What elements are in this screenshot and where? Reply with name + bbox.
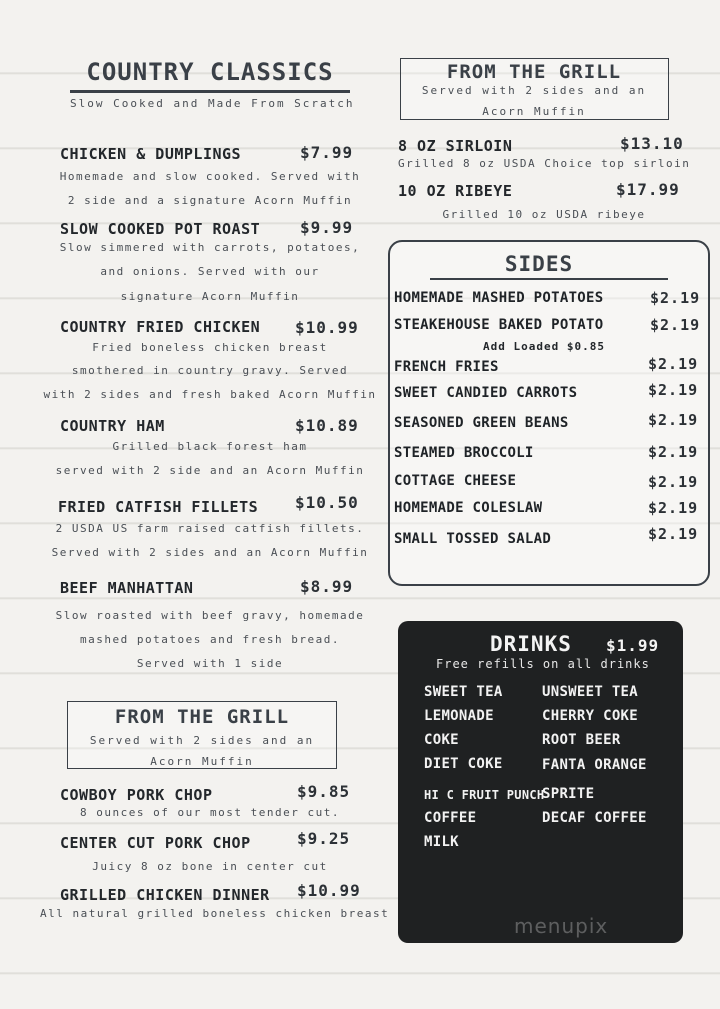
- side-item-price: $2.19: [648, 525, 699, 543]
- drinks-price: $1.99: [606, 636, 660, 655]
- side-item-price: $2.19: [650, 316, 701, 334]
- menu-item-name: CHICKEN & DUMPLINGS: [60, 145, 242, 163]
- drink-item: ROOT BEER: [542, 732, 621, 748]
- menu-item-price: $7.99: [300, 143, 354, 162]
- menu-item-name: 10 OZ RIBEYE: [398, 182, 513, 200]
- menu-item-price: $9.99: [300, 218, 354, 237]
- menu-item-desc: 2 USDA US farm raised catfish fillets.: [55, 522, 365, 535]
- menu-item-desc: Fried boneless chicken breast: [92, 341, 328, 354]
- side-item-price: $2.19: [648, 443, 699, 461]
- drink-item: UNSWEET TEA: [542, 684, 639, 700]
- drink-item: MILK: [424, 834, 459, 850]
- drink-item: COFFEE: [424, 810, 477, 826]
- drink-item: HI C FRUIT PUNCH: [424, 788, 545, 802]
- menu-item-name: FRIED CATFISH FILLETS: [58, 498, 259, 516]
- menu-item-desc: and onions. Served with our: [100, 265, 320, 278]
- menu-item-desc: Grilled 10 oz USDA ribeye: [442, 208, 646, 221]
- drink-item: DIET COKE: [424, 756, 503, 772]
- side-item-price: $2.19: [648, 499, 699, 517]
- side-item-price: $2.19: [648, 381, 699, 399]
- menu-item-desc: Grilled 8 oz USDA Choice top sirloin: [398, 157, 691, 170]
- side-item-name: STEAKEHOUSE BAKED POTATO: [394, 317, 604, 333]
- drink-item: SWEET TEA: [424, 684, 503, 700]
- grill-right-subtitle: Acorn Muffin: [482, 105, 586, 118]
- menu-item-desc: Homemade and slow cooked. Served with: [59, 170, 361, 183]
- side-item-price: $2.19: [648, 473, 699, 491]
- grill-left-subtitle: Acorn Muffin: [150, 755, 254, 768]
- menu-item-price: $10.50: [295, 493, 359, 512]
- grill-right-subtitle: Served with 2 sides and an: [421, 84, 647, 97]
- drinks-note: Free refills on all drinks: [436, 657, 650, 671]
- side-item-name: HOMEMADE MASHED POTATOES: [394, 290, 604, 306]
- drinks-title: DRINKS: [490, 632, 572, 656]
- menu-item-price: $10.89: [295, 416, 359, 435]
- menu-item-desc: 2 side and a signature Acorn Muffin: [67, 194, 353, 207]
- menu-item-price: $8.99: [300, 577, 354, 596]
- menu-item-desc: Slow roasted with beef gravy, homemade: [55, 609, 365, 622]
- grill-left-title: FROM THE GRILL: [114, 706, 290, 728]
- side-item-name: STEAMED BROCCOLI: [394, 445, 534, 461]
- watermark: menupix: [514, 914, 609, 938]
- menu-item-desc: Served with 2 sides and an Acorn Muffin: [51, 546, 369, 559]
- drink-item: CHERRY COKE: [542, 708, 639, 724]
- side-item-name: COTTAGE CHEESE: [394, 473, 517, 489]
- classics-subtitle: Slow Cooked and Made From Scratch: [70, 97, 355, 110]
- sides-title-rule: [430, 278, 668, 280]
- menu-item-desc: Grilled black forest ham: [112, 440, 308, 453]
- menu-item-desc: smothered in country gravy. Served: [71, 364, 349, 377]
- menu-item-name: CENTER CUT PORK CHOP: [60, 834, 251, 852]
- side-item-price: $2.19: [648, 411, 699, 429]
- menu-item-name: SLOW COOKED POT ROAST: [60, 220, 261, 238]
- drink-item: LEMONADE: [424, 708, 494, 724]
- menu-item-name: COWBOY PORK CHOP: [60, 786, 213, 804]
- menu-item-desc: 8 ounces of our most tender cut.: [80, 806, 340, 819]
- drink-item: COKE: [424, 732, 459, 748]
- drink-item: FANTA ORANGE: [542, 757, 647, 773]
- drink-item: SPRITE: [542, 786, 595, 802]
- menu-item-desc: Slow simmered with carrots, potatoes,: [59, 241, 361, 254]
- menu-item-name: COUNTRY HAM: [60, 417, 165, 435]
- menu-item-desc: served with 2 side and an Acorn Muffin: [55, 464, 365, 477]
- side-item-name: SEASONED GREEN BEANS: [394, 415, 569, 431]
- side-item-name: FRENCH FRIES: [394, 359, 499, 375]
- menu-item-price: $10.99: [295, 318, 359, 337]
- grill-left-subtitle: Served with 2 sides and an: [89, 734, 315, 747]
- menu-item-name: 8 OZ SIRLOIN: [398, 137, 513, 155]
- menu-item-desc: mashed potatoes and fresh bread.: [80, 633, 340, 646]
- menu-item-price: $10.99: [297, 881, 361, 900]
- menu-item-price: $9.25: [297, 829, 351, 848]
- menu-item-price: $9.85: [297, 782, 351, 801]
- drink-item: DECAF COFFEE: [542, 810, 647, 826]
- sides-title: SIDES: [504, 252, 574, 276]
- menu-item-name: BEEF MANHATTAN: [60, 579, 194, 597]
- side-item-name: SMALL TOSSED SALAD: [394, 531, 552, 547]
- side-item-name: HOMEMADE COLESLAW: [394, 500, 543, 516]
- classics-title: COUNTRY CLASSICS: [70, 58, 350, 93]
- side-item-price: $2.19: [650, 289, 701, 307]
- sides-note: Add Loaded $0.85: [483, 340, 605, 353]
- menu-item-desc: All natural grilled boneless chicken breast: [40, 907, 390, 920]
- side-item-price: $2.19: [648, 355, 699, 373]
- menu-item-name: COUNTRY FRIED CHICKEN: [60, 318, 261, 336]
- menu-item-desc: Served with 1 side: [136, 657, 284, 670]
- menu-item-price: $13.10: [620, 134, 684, 153]
- menu-item-price: $17.99: [616, 180, 680, 199]
- menu-item-name: GRILLED CHICKEN DINNER: [60, 886, 270, 904]
- grill-right-title: FROM THE GRILL: [446, 61, 622, 83]
- menu-item-desc: signature Acorn Muffin: [120, 290, 300, 303]
- side-item-name: SWEET CANDIED CARROTS: [394, 385, 578, 401]
- menu-item-desc: Juicy 8 oz bone in center cut: [92, 860, 328, 873]
- menu-item-desc: with 2 sides and fresh baked Acorn Muffin: [43, 388, 377, 401]
